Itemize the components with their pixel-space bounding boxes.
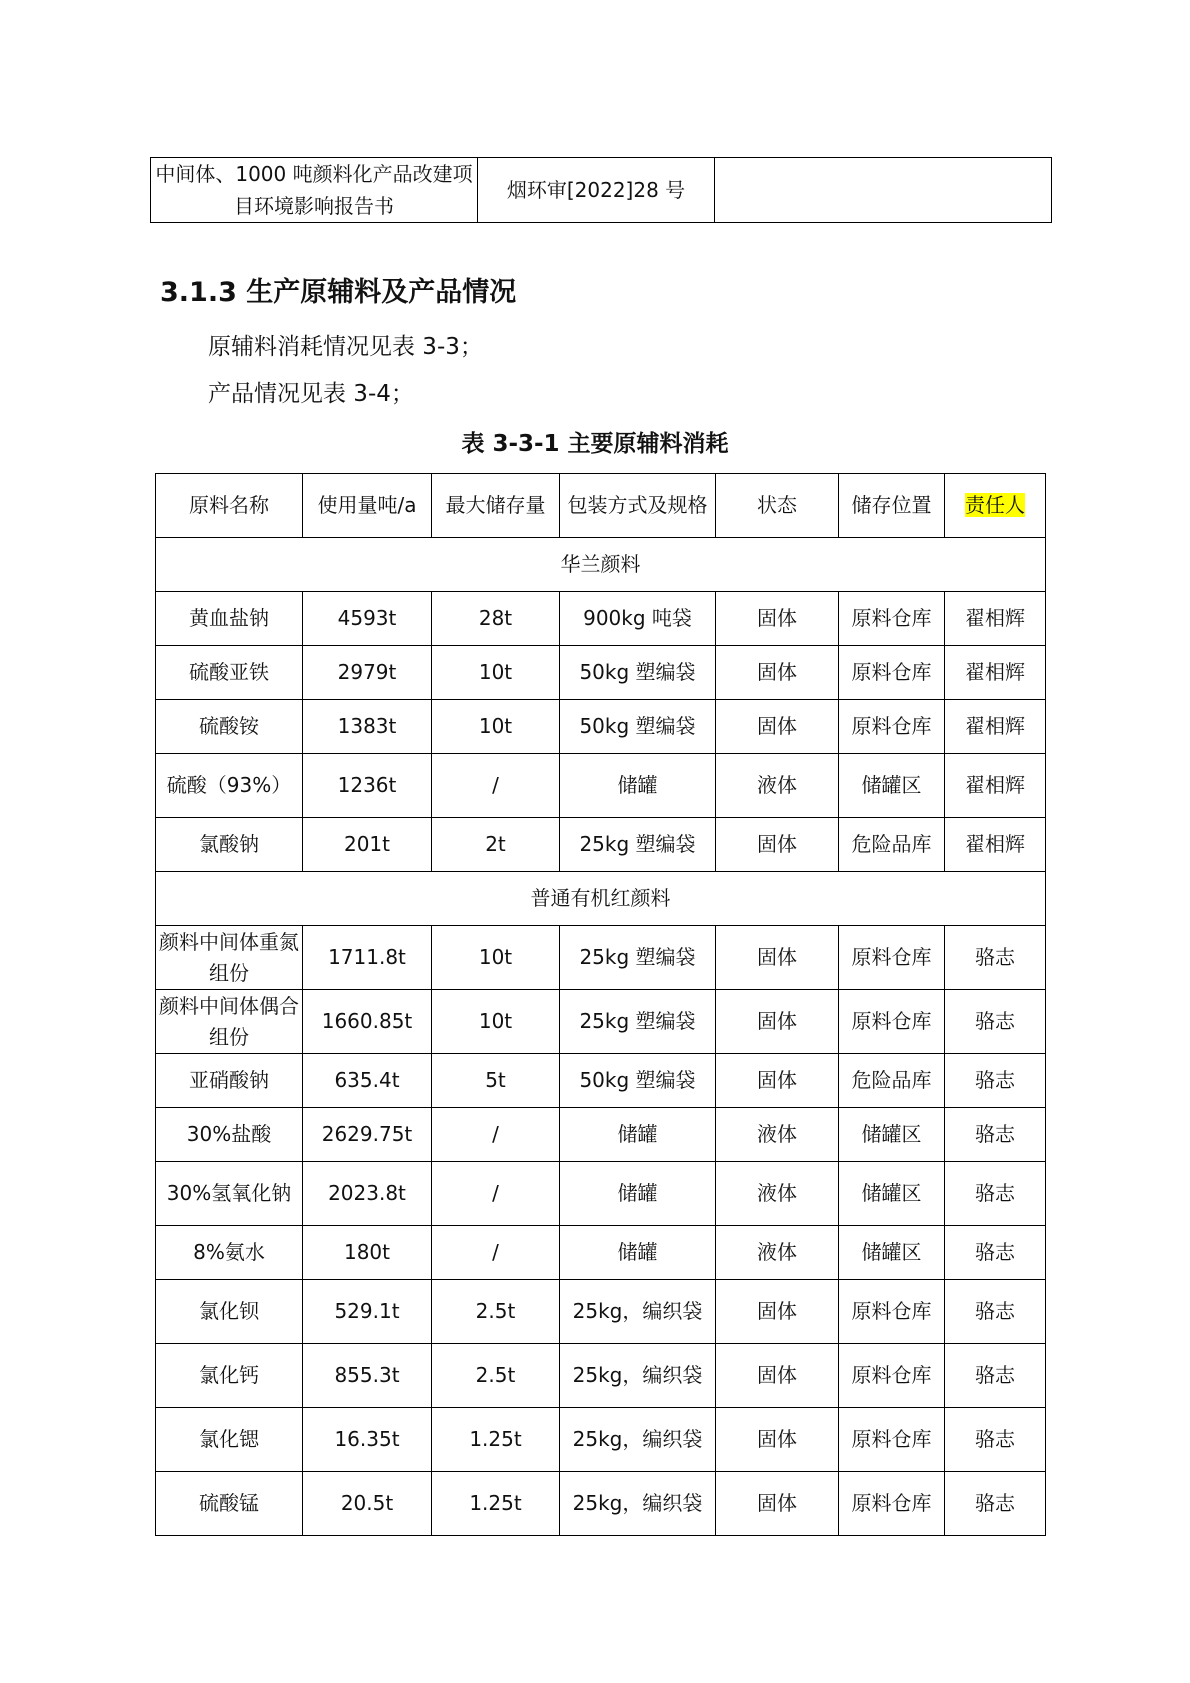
- storage-location-cell: 原料仓库: [839, 1472, 945, 1536]
- max-storage-cell: /: [432, 1108, 560, 1162]
- packaging-cell: 储罐: [560, 754, 716, 818]
- person-in-charge-cell: 翟相辉: [945, 592, 1046, 646]
- person-in-charge-cell: 骆志: [945, 926, 1046, 990]
- storage-location-cell: 危险品库: [839, 1054, 945, 1108]
- raw-materials-table: [155, 473, 1046, 1536]
- header-annual-usage-cell: 使用量吨/a: [303, 474, 432, 538]
- packaging-cell: 25kg，编织袋: [560, 1408, 716, 1472]
- storage-location-cell: 原料仓库: [839, 1344, 945, 1408]
- material-name-cell: 8%氨水: [156, 1226, 303, 1280]
- person-in-charge-cell: 骆志: [945, 1408, 1046, 1472]
- packaging-cell: 25kg 塑编袋: [560, 990, 716, 1054]
- max-storage-cell: 1.25t: [432, 1472, 560, 1536]
- table-row: [156, 592, 1046, 646]
- paragraph-products: 产品情况见表 3-4；: [208, 381, 414, 407]
- material-name-cell: 30%氢氧化钠: [156, 1162, 303, 1226]
- annual-usage-cell: 20.5t: [303, 1472, 432, 1536]
- paragraph-raw-materials: 原辅料消耗情况见表 3-3；: [208, 334, 483, 360]
- packaging-cell: 25kg 塑编袋: [560, 926, 716, 990]
- table-row: [156, 926, 1046, 990]
- max-storage-cell: /: [432, 754, 560, 818]
- storage-location-cell: 原料仓库: [839, 592, 945, 646]
- max-storage-cell: 2t: [432, 818, 560, 872]
- table-row: [156, 1280, 1046, 1344]
- material-name-cell: 硫酸铵: [156, 700, 303, 754]
- material-name-cell: 氯化锶: [156, 1408, 303, 1472]
- section-heading: 3.1.3 生产原辅料及产品情况: [160, 277, 517, 308]
- material-name-cell: 硫酸锰: [156, 1472, 303, 1536]
- previous-table-row: [150, 157, 1052, 223]
- max-storage-cell: 5t: [432, 1054, 560, 1108]
- header-max-storage-cell: 最大储存量: [432, 474, 560, 538]
- state-cell: 固体: [716, 1280, 839, 1344]
- packaging-cell: 25kg 塑编袋: [560, 818, 716, 872]
- material-name-cell: 氯酸钠: [156, 818, 303, 872]
- max-storage-cell: 10t: [432, 926, 560, 990]
- state-cell: 液体: [716, 754, 839, 818]
- state-cell: 固体: [716, 592, 839, 646]
- max-storage-cell: 2.5t: [432, 1344, 560, 1408]
- annual-usage-cell: 1236t: [303, 754, 432, 818]
- storage-location-cell: 原料仓库: [839, 1280, 945, 1344]
- packaging-cell: 900kg 吨袋: [560, 592, 716, 646]
- annual-usage-cell: 2629.75t: [303, 1108, 432, 1162]
- storage-location-cell: 原料仓库: [839, 926, 945, 990]
- material-name-cell: 30%盐酸: [156, 1108, 303, 1162]
- material-name-cell: 颜料中间体重氮组份: [156, 926, 303, 990]
- max-storage-cell: 28t: [432, 592, 560, 646]
- person-in-charge-cell: 骆志: [945, 1344, 1046, 1408]
- packaging-cell: 储罐: [560, 1162, 716, 1226]
- state-cell: 固体: [716, 1472, 839, 1536]
- person-in-charge-cell: 翟相辉: [945, 818, 1046, 872]
- annual-usage-cell: 635.4t: [303, 1054, 432, 1108]
- state-cell: 液体: [716, 1108, 839, 1162]
- material-name-cell: 颜料中间体偶合组份: [156, 990, 303, 1054]
- packaging-cell: 25kg，编织袋: [560, 1280, 716, 1344]
- annual-usage-cell: 4593t: [303, 592, 432, 646]
- material-name-cell: 氯化钙: [156, 1344, 303, 1408]
- table-row: [156, 818, 1046, 872]
- person-in-charge-cell: 骆志: [945, 990, 1046, 1054]
- person-in-charge-cell: 骆志: [945, 1108, 1046, 1162]
- storage-location-cell: 危险品库: [839, 818, 945, 872]
- table-row: [156, 1162, 1046, 1226]
- annual-usage-cell: 16.35t: [303, 1408, 432, 1472]
- max-storage-cell: 10t: [432, 700, 560, 754]
- annual-usage-cell: 1383t: [303, 700, 432, 754]
- material-name-cell: 硫酸亚铁: [156, 646, 303, 700]
- annual-usage-cell: 2979t: [303, 646, 432, 700]
- storage-location-cell: 原料仓库: [839, 700, 945, 754]
- state-cell: 液体: [716, 1162, 839, 1226]
- material-name-cell: 硫酸（93%）: [156, 754, 303, 818]
- storage-location-cell: 储罐区: [839, 1226, 945, 1280]
- group-name-cell: 华兰颜料: [156, 538, 1046, 592]
- storage-location-cell: 原料仓库: [839, 1408, 945, 1472]
- header-packaging-cell: 包装方式及规格: [560, 474, 716, 538]
- storage-location-cell: 储罐区: [839, 754, 945, 818]
- annual-usage-cell: 529.1t: [303, 1280, 432, 1344]
- group-name-cell: 普通有机红颜料: [156, 872, 1046, 926]
- state-cell: 固体: [716, 990, 839, 1054]
- state-cell: 固体: [716, 1054, 839, 1108]
- packaging-cell: 50kg 塑编袋: [560, 700, 716, 754]
- table-row: [156, 700, 1046, 754]
- table-row: [156, 754, 1046, 818]
- annual-usage-cell: 1660.85t: [303, 990, 432, 1054]
- table-row: [156, 1344, 1046, 1408]
- packaging-cell: 25kg，编织袋: [560, 1472, 716, 1536]
- annual-usage-cell: 2023.8t: [303, 1162, 432, 1226]
- material-name-cell: 亚硝酸钠: [156, 1054, 303, 1108]
- project-name-cell: 中间体、1000 吨颜料化产品改建项目环境影响报告书: [151, 158, 478, 223]
- group-row: [156, 872, 1046, 926]
- header-material-name-cell: 原料名称: [156, 474, 303, 538]
- packaging-cell: 储罐: [560, 1226, 716, 1280]
- state-cell: 固体: [716, 1408, 839, 1472]
- annual-usage-cell: 1711.8t: [303, 926, 432, 990]
- header-storage-location-cell: 储存位置: [839, 474, 945, 538]
- state-cell: 固体: [716, 818, 839, 872]
- max-storage-cell: /: [432, 1162, 560, 1226]
- table-row: [156, 646, 1046, 700]
- state-cell: 固体: [716, 1344, 839, 1408]
- state-cell: 固体: [716, 700, 839, 754]
- person-in-charge-cell: 骆志: [945, 1280, 1046, 1344]
- max-storage-cell: 1.25t: [432, 1408, 560, 1472]
- person-in-charge-cell: 翟相辉: [945, 700, 1046, 754]
- person-in-charge-cell: 骆志: [945, 1162, 1046, 1226]
- table-row: [156, 1226, 1046, 1280]
- table-row: [156, 1054, 1046, 1108]
- highlighted-text: 责任人: [965, 493, 1025, 517]
- table-row: [156, 1108, 1046, 1162]
- packaging-cell: 25kg，编织袋: [560, 1344, 716, 1408]
- max-storage-cell: /: [432, 1226, 560, 1280]
- max-storage-cell: 10t: [432, 990, 560, 1054]
- table-row: [156, 990, 1046, 1054]
- person-in-charge-cell: 骆志: [945, 1226, 1046, 1280]
- table-row: [156, 1408, 1046, 1472]
- annual-usage-cell: 855.3t: [303, 1344, 432, 1408]
- state-cell: 固体: [716, 646, 839, 700]
- table-header-row: [156, 474, 1046, 538]
- storage-location-cell: 储罐区: [839, 1162, 945, 1226]
- person-in-charge-cell: 骆志: [945, 1054, 1046, 1108]
- header-state-cell: 状态: [716, 474, 839, 538]
- material-name-cell: 黄血盐钠: [156, 592, 303, 646]
- state-cell: 固体: [716, 926, 839, 990]
- table-caption: 表 3-3-1 主要原辅料消耗: [461, 431, 729, 457]
- state-cell: 液体: [716, 1226, 839, 1280]
- storage-location-cell: 原料仓库: [839, 646, 945, 700]
- person-in-charge-cell: 骆志: [945, 1472, 1046, 1536]
- header-person-in-charge-cell: [945, 474, 1046, 538]
- storage-location-cell: 原料仓库: [839, 990, 945, 1054]
- packaging-cell: 50kg 塑编袋: [560, 646, 716, 700]
- table-row: [156, 1472, 1046, 1536]
- material-name-cell: 氯化钡: [156, 1280, 303, 1344]
- person-in-charge-cell: 翟相辉: [945, 754, 1046, 818]
- approval-number-cell: 烟环审[2022]28 号: [478, 158, 715, 223]
- packaging-cell: 储罐: [560, 1108, 716, 1162]
- empty-note-cell: [715, 158, 1052, 223]
- storage-location-cell: 储罐区: [839, 1108, 945, 1162]
- max-storage-cell: 2.5t: [432, 1280, 560, 1344]
- person-in-charge-cell: 翟相辉: [945, 646, 1046, 700]
- max-storage-cell: 10t: [432, 646, 560, 700]
- group-row: [156, 538, 1046, 592]
- annual-usage-cell: 180t: [303, 1226, 432, 1280]
- annual-usage-cell: 201t: [303, 818, 432, 872]
- packaging-cell: 50kg 塑编袋: [560, 1054, 716, 1108]
